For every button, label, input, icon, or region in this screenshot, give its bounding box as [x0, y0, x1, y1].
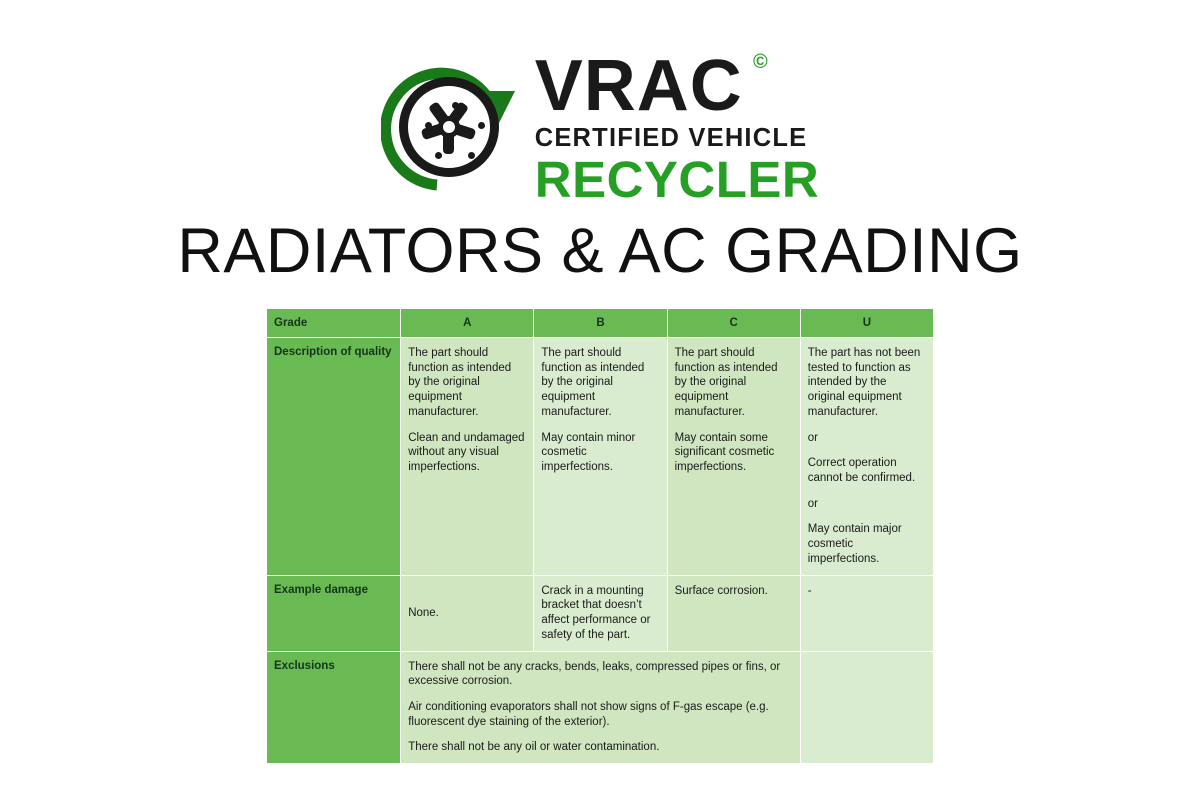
header-grade-b: B: [534, 309, 667, 338]
table-row: [267, 651, 934, 764]
cell-text: The part has not been tested to function as intended by the original equipment manufacturer.: [807, 347, 921, 418]
row-label-description: Description of quality: [267, 338, 401, 576]
cell-text: May contain some significant cosmetic imperfections.: [674, 431, 775, 474]
cell-text: The part should function as intended by the original equipment manufacturer.: [541, 347, 645, 418]
copyright-icon: ©: [753, 51, 769, 74]
vrac-logo: [0, 46, 1200, 208]
header-grade-u: U: [800, 309, 933, 338]
cell-example-u: [800, 575, 933, 651]
cell-exclusions-text: [401, 651, 801, 764]
cell-description-c: [667, 338, 800, 576]
cell-text: Correct operation cannot be confirmed.: [807, 457, 916, 485]
header-grade-a: A: [401, 309, 534, 338]
grading-table: [266, 308, 934, 764]
row-label-example-damage: Example damage: [267, 575, 401, 651]
cell-text: None.: [408, 606, 439, 619]
cell-text: The part should function as intended by the original equipment manufacturer.: [408, 347, 512, 418]
logo-tagline: CERTIFIED VEHICLE: [534, 124, 808, 153]
cell-text: or: [807, 431, 818, 444]
cell-example-a: [401, 575, 534, 651]
cell-text: There shall not be any oil or water contamination.: [408, 741, 660, 754]
page-title: RADIATORS & AC GRADING: [177, 216, 1023, 286]
cell-description-a: [401, 338, 534, 576]
table-header-row: [267, 309, 934, 338]
cell-exclusions-u: [800, 651, 933, 764]
logo-vrac-text: VRAC: [534, 46, 743, 127]
cell-description-u: [800, 338, 933, 576]
cell-text: May contain major cosmetic imperfections.: [807, 523, 902, 565]
header-grade: Grade: [267, 309, 401, 338]
cell-text: -: [807, 584, 812, 597]
cell-text: Crack in a mounting bracket that doesn’t affect performance or safety of the part.: [541, 584, 651, 641]
cell-text: Clean and undamaged without any visual imperfections.: [408, 431, 525, 474]
cell-text: May contain minor cosmetic imperfections.: [541, 431, 636, 474]
logo-wordmark: [534, 46, 769, 127]
cell-text: or: [807, 497, 818, 510]
table-row: [267, 338, 934, 576]
cell-example-b: [534, 575, 667, 651]
row-label-exclusions: Exclusions: [267, 651, 401, 764]
cell-text: Air conditioning evaporators shall not show signs of F-gas escape (e.g. fluorescent dye staining of the exterior).: [408, 700, 769, 728]
recycling-wheel-icon: [381, 63, 521, 193]
cell-text: There shall not be any cracks, bends, leaks, compressed pipes or fins, or excessive corrosion.: [408, 660, 781, 688]
cell-example-c: [667, 575, 800, 651]
cell-text: The part should function as intended by the original equipment manufacturer.: [674, 347, 778, 418]
table-row: [267, 575, 934, 651]
cell-description-b: [534, 338, 667, 576]
header-grade-c: C: [667, 309, 800, 338]
logo-recycler-text: RECYCLER: [534, 150, 820, 208]
cell-text: Surface corrosion.: [674, 584, 768, 597]
